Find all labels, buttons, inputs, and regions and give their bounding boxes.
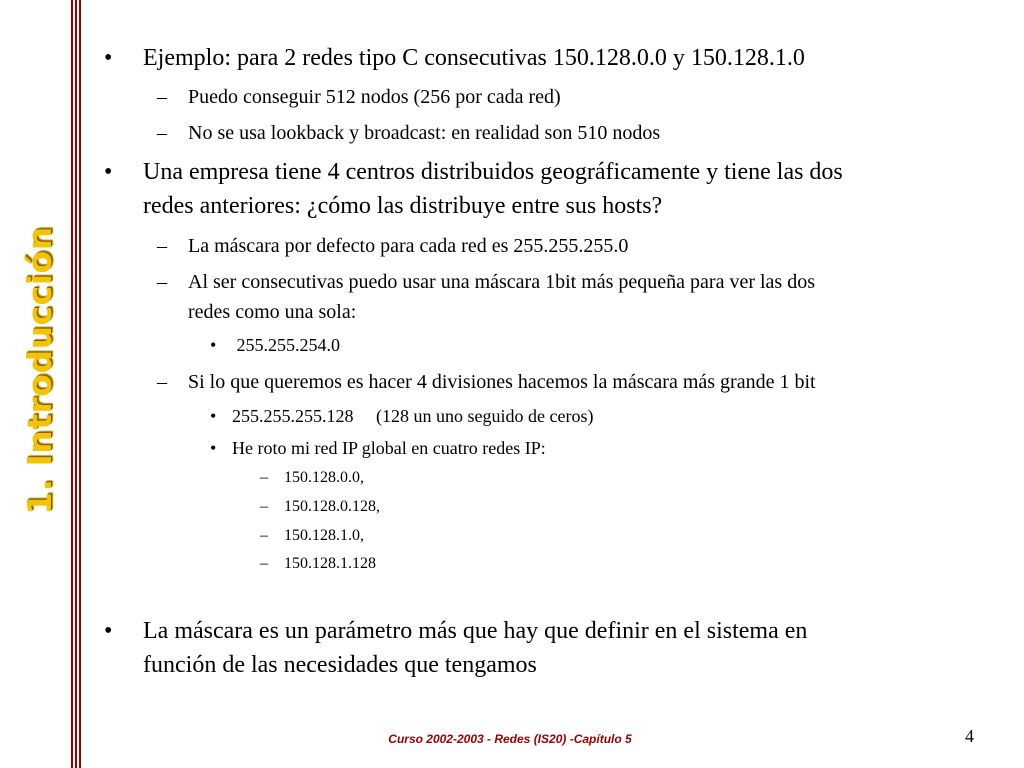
side-title: 1. Introducción bbox=[20, 226, 59, 515]
bullet-text: Si lo que queremos es hacer 4 divisiones hacemos la máscara más grande 1 bit bbox=[188, 371, 816, 393]
bullet-text: 150.128.1.0, bbox=[284, 527, 364, 544]
bullet-text: función de las necesidades que tengamos bbox=[143, 652, 537, 678]
left-border-line-2 bbox=[75, 0, 77, 768]
bullet-dash-icon: – bbox=[260, 498, 268, 515]
bullet-dot-icon: • bbox=[210, 335, 217, 355]
bullet-dot-icon: • bbox=[210, 438, 217, 458]
bullet-text: La máscara por defecto para cada red es 255.255.255.0 bbox=[188, 235, 629, 257]
bullet-text: La máscara es un parámetro más que hay que definir en el sistema en bbox=[143, 618, 808, 644]
bullet-text: He roto mi red IP global en cuatro redes IP: bbox=[232, 438, 546, 458]
bullet-text: Al ser consecutivas puedo usar una máscara 1bit más pequeña para ver las dos bbox=[188, 271, 816, 293]
bullet-text: 255.255.254.0 bbox=[232, 335, 340, 355]
bullet-dash-icon: – bbox=[157, 122, 167, 144]
bullet-text: 150.128.0.128, bbox=[284, 498, 380, 515]
bullet-dot-icon: • bbox=[104, 618, 113, 644]
bullet-dash-icon: – bbox=[157, 86, 167, 108]
bullet-text: redes anteriores: ¿cómo las distribuye entre sus hosts? bbox=[143, 193, 663, 219]
bullet-dot-icon: • bbox=[104, 159, 113, 185]
bullet-text: Puedo conseguir 512 nodos (256 por cada red) bbox=[188, 86, 561, 108]
bullet-dash-icon: – bbox=[157, 371, 167, 393]
left-border-line-1 bbox=[71, 0, 73, 768]
bullet-text: 255.255.255.128 (128 un uno seguido de ceros) bbox=[232, 406, 594, 426]
bullet-text: Ejemplo: para 2 redes tipo C consecutivas 150.128.0.0 y 150.128.1.0 bbox=[143, 45, 805, 71]
bullet-dash-icon: – bbox=[260, 527, 268, 544]
bullet-dot-icon: • bbox=[104, 45, 113, 71]
page-number: 4 bbox=[965, 726, 974, 746]
left-border-line-3 bbox=[79, 0, 81, 768]
bullet-dash-icon: – bbox=[157, 271, 167, 293]
bullet-dash-icon: – bbox=[157, 235, 167, 257]
bullet-text: Una empresa tiene 4 centros distribuidos geográficamente y tiene las dos bbox=[143, 159, 843, 185]
bullet-text: redes como una sola: bbox=[188, 301, 357, 323]
bullet-dash-icon: – bbox=[260, 555, 268, 572]
bullet-dot-icon: • bbox=[210, 406, 217, 426]
bullet-text: No se usa lookback y broadcast: en realidad son 510 nodos bbox=[188, 122, 661, 144]
bullet-dash-icon: – bbox=[260, 469, 268, 486]
bullet-text: 150.128.1.128 bbox=[284, 555, 376, 572]
footer-text: Curso 2002-2003 - Redes (IS20) -Capítulo 5 bbox=[388, 732, 632, 746]
bullet-text: 150.128.0.0, bbox=[284, 469, 364, 486]
